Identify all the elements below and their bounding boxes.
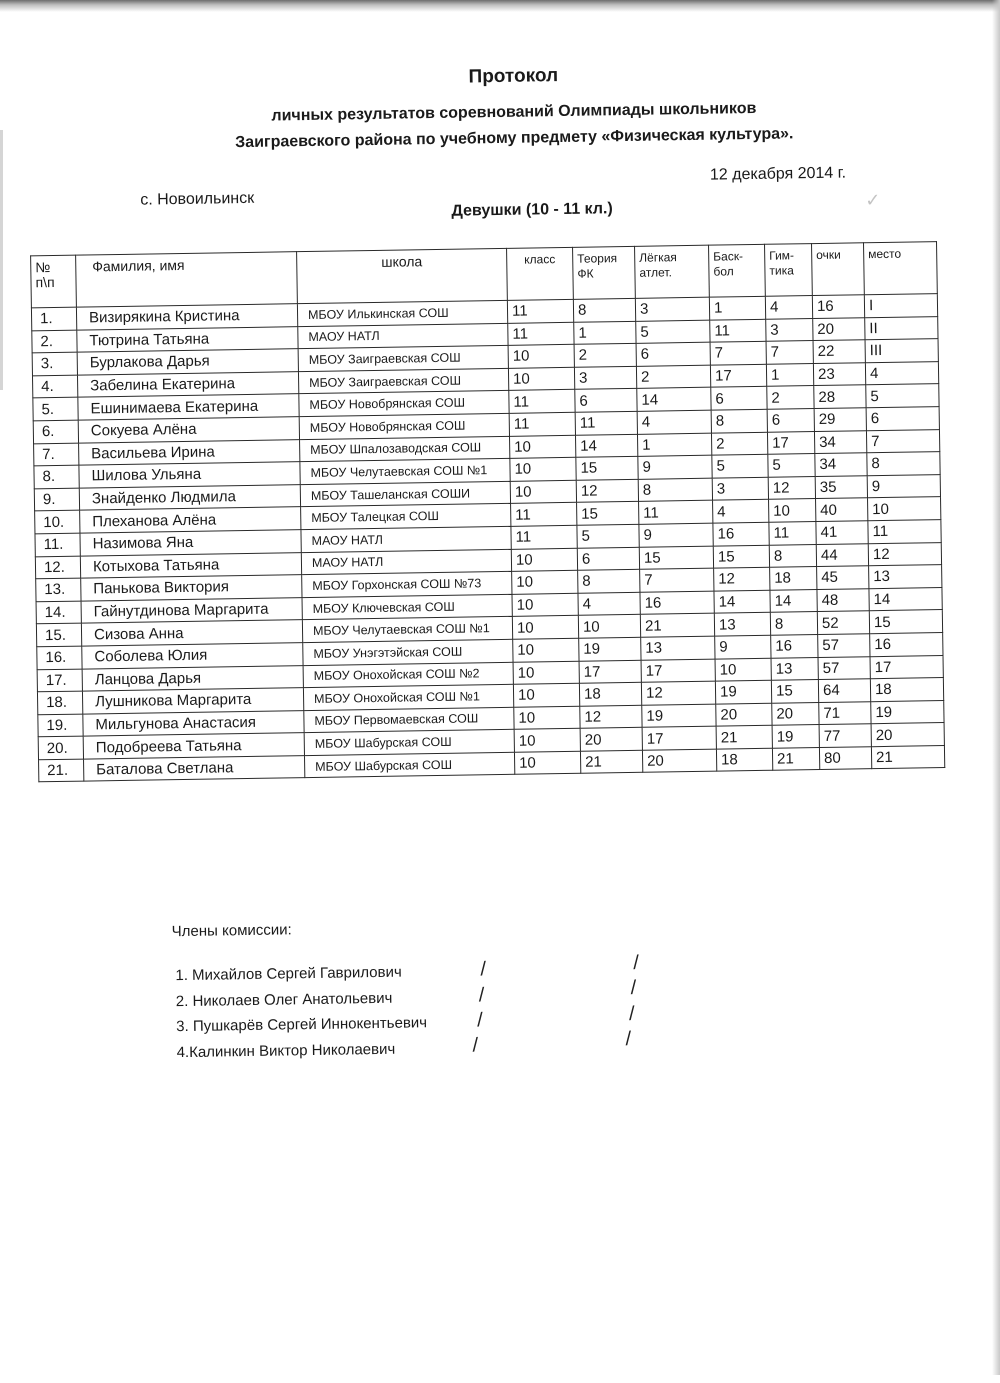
row-number-cell: 11. <box>35 533 80 556</box>
school-cell: МБОУ Онохойская СОШ №2 <box>303 662 513 688</box>
total-points-cell: 23 <box>813 363 865 386</box>
student-name-cell: Сокуева Алёна <box>78 417 299 443</box>
row-number-cell: 21. <box>39 759 84 782</box>
class-cell: 11 <box>509 390 575 414</box>
place-cell: 9 <box>867 474 940 498</box>
row-number-cell: 3. <box>32 352 77 375</box>
column-header-athletics: Лёгкая атлет. <box>635 245 710 298</box>
gymnastics-score-cell: 6 <box>767 409 814 432</box>
place-cell: 10 <box>868 497 941 521</box>
student-name-cell: Ешинимаева Екатерина <box>78 394 299 420</box>
school-cell: МБОУ Горхонская СОШ №73 <box>302 571 512 597</box>
class-cell: 10 <box>513 638 579 662</box>
commission-member: 3. Пушкарёв Сергей Иннокентьевич <box>176 1014 428 1036</box>
total-points-cell: 29 <box>814 408 866 431</box>
location-text: с. Новоильинск <box>140 189 255 209</box>
athletics-score-cell: 17 <box>641 659 715 683</box>
place-cell: 5 <box>866 384 939 408</box>
school-cell: МБОУ Челутаевская СОШ №1 <box>302 617 512 643</box>
theory-score-cell: 8 <box>578 569 640 593</box>
basketball-score-cell: 6 <box>711 387 767 410</box>
basketball-score-cell: 20 <box>716 703 772 726</box>
column-header-basketball: Баск-бол <box>709 244 766 297</box>
row-number-cell: 13. <box>36 578 81 601</box>
athletics-score-cell: 20 <box>642 749 716 773</box>
gymnastics-score-cell: 1 <box>766 363 813 386</box>
row-number-cell: 2. <box>32 330 77 353</box>
school-cell: МБОУ Шабурская СОШ <box>304 752 514 778</box>
athletics-score-cell: 2 <box>636 365 710 389</box>
basketball-score-cell: 13 <box>714 613 770 636</box>
class-cell: 10 <box>508 345 574 369</box>
school-cell: МБОУ Первомаевская СОШ <box>304 707 514 733</box>
total-points-cell: 45 <box>817 566 869 589</box>
basketball-score-cell: 10 <box>715 658 771 681</box>
signature-slash: / <box>630 976 637 1000</box>
column-header-gymnastics: Гим-тика <box>765 244 813 297</box>
school-cell: МБОУ Заиграевская СОШ <box>298 368 508 394</box>
athletics-score-cell: 1 <box>637 433 711 457</box>
athletics-score-cell: 4 <box>637 410 711 434</box>
place-cell: 6 <box>866 407 939 431</box>
place-cell: 8 <box>867 452 940 476</box>
total-points-cell: 40 <box>816 498 868 521</box>
athletics-score-cell: 13 <box>641 636 715 660</box>
school-cell: МБОУ Ключевская СОШ <box>302 594 512 620</box>
place-cell: 21 <box>871 745 944 769</box>
theory-score-cell: 11 <box>575 411 637 435</box>
row-number-cell: 1. <box>31 307 76 330</box>
athletics-score-cell: 9 <box>639 523 713 547</box>
class-cell: 10 <box>512 570 578 594</box>
theory-score-cell: 21 <box>580 750 642 774</box>
gymnastics-score-cell: 19 <box>772 725 819 748</box>
student-name-cell: Мильгунова Анастасия <box>83 710 304 736</box>
student-name-cell: Назимова Яна <box>80 530 301 556</box>
class-cell: 11 <box>507 299 573 323</box>
student-name-cell: Ланцова Дарья <box>82 665 303 691</box>
school-cell: МБОУ Новобрянская СОШ <box>299 391 509 417</box>
place-cell: I <box>864 294 937 318</box>
gymnastics-score-cell: 16 <box>771 634 818 657</box>
commission-member: 2. Николаев Олег Анатольевич <box>175 989 393 1011</box>
student-name-cell: Шилова Ульяна <box>79 462 300 488</box>
athletics-score-cell: 11 <box>639 501 713 525</box>
class-cell: 11 <box>511 503 577 527</box>
signature-slash: / <box>476 1009 483 1032</box>
student-name-cell: Лушникова Маргарита <box>82 688 303 714</box>
athletics-score-cell: 7 <box>640 568 714 592</box>
theory-score-cell: 12 <box>576 479 638 503</box>
theory-score-cell: 2 <box>574 344 636 368</box>
column-header-place: место <box>864 242 938 295</box>
place-cell: 12 <box>868 542 941 566</box>
class-cell: 10 <box>510 480 576 504</box>
student-name-cell: Знайденко Людмила <box>79 484 300 510</box>
theory-score-cell: 3 <box>574 366 636 390</box>
place-cell: II <box>865 316 938 340</box>
document-title: Протокол <box>468 65 559 88</box>
basketball-score-cell: 2 <box>711 432 767 455</box>
basketball-score-cell: 14 <box>714 590 770 613</box>
signature-slash: / <box>625 1028 632 1051</box>
total-points-cell: 80 <box>819 747 871 770</box>
total-points-cell: 20 <box>813 317 865 340</box>
basketball-score-cell: 3 <box>712 477 768 500</box>
total-points-cell: 34 <box>814 430 866 453</box>
athletics-score-cell: 5 <box>636 320 710 344</box>
total-points-cell: 16 <box>812 295 864 318</box>
school-cell: МБОУ Талецкая СОШ <box>301 504 511 530</box>
class-cell: 10 <box>509 435 575 459</box>
column-header-theory: Теория ФК <box>573 246 636 299</box>
basketball-score-cell: 15 <box>713 545 769 568</box>
student-name-cell: Гайнутдинова Маргарита <box>81 597 302 623</box>
student-name-cell: Тютрина Татьяна <box>77 326 298 352</box>
row-number-cell: 12. <box>35 556 80 579</box>
theory-score-cell: 15 <box>576 456 638 480</box>
basketball-score-cell: 21 <box>716 726 772 749</box>
row-number-cell: 7. <box>34 443 79 466</box>
signature-slash: / <box>628 1002 635 1026</box>
school-cell: МБОУ Онохойская СОШ №1 <box>303 684 513 710</box>
school-cell: МАОУ НАТЛ <box>301 549 511 575</box>
student-name-cell: Бурлакова Дарья <box>77 349 298 375</box>
theory-score-cell: 4 <box>578 592 640 616</box>
row-number-cell: 19. <box>38 714 83 737</box>
class-cell: 10 <box>512 616 578 640</box>
class-cell: 10 <box>514 706 580 730</box>
document-subtitle-line2: Заиграевского района по учебному предмету «Физическая культура». <box>235 125 794 152</box>
row-number-cell: 20. <box>38 736 83 759</box>
basketball-score-cell: 17 <box>710 364 766 387</box>
signature-slash: / <box>472 1034 479 1057</box>
row-number-cell: 4. <box>32 375 77 398</box>
class-cell: 10 <box>514 729 580 753</box>
signature-slash: / <box>633 951 640 974</box>
school-cell: МАОУ НАТЛ <box>301 526 511 552</box>
school-cell: МБОУ Унэгэтэйская СОШ <box>303 639 513 665</box>
athletics-score-cell: 8 <box>638 478 712 502</box>
gymnastics-score-cell: 18 <box>770 567 817 590</box>
class-cell: 11 <box>509 412 575 436</box>
class-cell: 10 <box>514 751 580 775</box>
commission-title: Члены комиссии: <box>171 921 292 941</box>
gymnastics-score-cell: 15 <box>771 680 818 703</box>
gymnastics-score-cell: 8 <box>769 544 816 567</box>
row-number-cell: 18. <box>37 691 82 714</box>
place-cell: 17 <box>870 655 943 679</box>
athletics-score-cell: 21 <box>640 613 714 637</box>
gymnastics-score-cell: 7 <box>766 341 813 364</box>
student-name-cell: Баталова Светлана <box>84 755 305 781</box>
gymnastics-score-cell: 5 <box>768 454 815 477</box>
row-number-cell: 8. <box>34 465 79 488</box>
basketball-score-cell: 1 <box>709 296 765 319</box>
gymnastics-score-cell: 3 <box>766 318 813 341</box>
group-heading: Девушки (10 - 11 кл.) <box>451 200 613 220</box>
athletics-score-cell: 12 <box>641 681 715 705</box>
school-cell: МБОУ Челутаевская СОШ №1 <box>300 458 510 484</box>
athletics-score-cell: 14 <box>637 388 711 412</box>
theory-score-cell: 20 <box>580 728 642 752</box>
theory-score-cell: 14 <box>575 434 637 458</box>
column-header-school: школа <box>297 248 508 303</box>
theory-score-cell: 19 <box>579 637 641 661</box>
place-cell: 18 <box>870 678 943 702</box>
theory-score-cell: 1 <box>574 321 636 345</box>
athletics-score-cell: 17 <box>642 726 716 750</box>
place-cell: III <box>865 339 938 363</box>
row-number-cell: 5. <box>33 397 78 420</box>
athletics-score-cell: 3 <box>635 297 709 321</box>
place-cell: 19 <box>871 700 944 724</box>
basketball-score-cell: 4 <box>713 500 769 523</box>
basketball-score-cell: 7 <box>710 341 766 364</box>
total-points-cell: 57 <box>818 634 870 657</box>
commission-member: 1. Михайлов Сергей Гаврилович <box>175 963 402 985</box>
gymnastics-score-cell: 20 <box>772 702 819 725</box>
class-cell: 10 <box>513 683 579 707</box>
row-number-cell: 10. <box>35 510 80 533</box>
athletics-score-cell: 15 <box>639 546 713 570</box>
class-cell: 10 <box>513 661 579 685</box>
row-number-cell: 17. <box>37 669 82 692</box>
row-number-cell: 9. <box>34 488 79 511</box>
gymnastics-score-cell: 13 <box>771 657 818 680</box>
student-name-cell: Подобреева Татьяна <box>83 733 304 759</box>
theory-score-cell: 15 <box>577 502 639 526</box>
athletics-score-cell: 6 <box>636 342 710 366</box>
gymnastics-score-cell: 11 <box>769 521 816 544</box>
school-cell: МБОУ Шабурская СОШ <box>304 730 514 756</box>
gymnastics-score-cell: 14 <box>770 589 817 612</box>
basketball-score-cell: 9 <box>715 635 771 658</box>
gymnastics-score-cell: 8 <box>770 612 817 635</box>
place-cell: 11 <box>868 520 941 544</box>
class-cell: 10 <box>512 593 578 617</box>
row-number-cell: 15. <box>36 623 81 646</box>
student-name-cell: Васильева Ирина <box>79 439 300 465</box>
place-cell: 15 <box>869 610 942 634</box>
class-cell: 10 <box>508 367 574 391</box>
theory-score-cell: 12 <box>580 705 642 729</box>
total-points-cell: 22 <box>813 340 865 363</box>
commission-member: 4.Калинкин Виктор Николаевич <box>176 1040 396 1062</box>
theory-score-cell: 5 <box>577 524 639 548</box>
total-points-cell: 52 <box>817 611 869 634</box>
total-points-cell: 71 <box>819 701 871 724</box>
checkmark-icon: ✓ <box>865 189 881 211</box>
results-table <box>30 241 945 783</box>
place-cell: 7 <box>866 429 939 453</box>
column-header-number: № п\п <box>31 255 77 308</box>
gymnastics-score-cell: 17 <box>767 431 814 454</box>
class-cell: 11 <box>511 525 577 549</box>
athletics-score-cell: 16 <box>640 591 714 615</box>
class-cell: 10 <box>510 457 576 481</box>
student-name-cell: Визирякина Кристина <box>76 304 297 330</box>
total-points-cell: 57 <box>818 656 870 679</box>
student-name-cell: Панькова Виктория <box>81 575 302 601</box>
basketball-score-cell: 12 <box>714 567 770 590</box>
row-number-cell: 14. <box>36 601 81 624</box>
gymnastics-score-cell: 4 <box>765 296 812 319</box>
class-cell: 11 <box>508 322 574 346</box>
student-name-cell: Соболева Юлия <box>82 643 303 669</box>
results-table-body <box>31 294 944 783</box>
student-name-cell: Котыхова Татьяна <box>80 552 301 578</box>
basketball-score-cell: 16 <box>713 522 769 545</box>
gymnastics-score-cell: 12 <box>768 476 815 499</box>
student-name-cell: Плеханова Алёна <box>80 507 301 533</box>
school-cell: МБОУ Заиграевская СОШ <box>298 346 508 372</box>
basketball-score-cell: 19 <box>715 680 771 703</box>
signature-slash: / <box>478 984 485 1007</box>
gymnastics-score-cell: 2 <box>767 386 814 409</box>
total-points-cell: 41 <box>816 521 868 544</box>
theory-score-cell: 8 <box>573 298 635 322</box>
athletics-score-cell: 9 <box>638 455 712 479</box>
school-cell: МАОУ НАТЛ <box>298 323 508 349</box>
school-cell: МБОУ Ташеланская СОШИ <box>300 481 510 507</box>
row-number-cell: 6. <box>33 420 78 443</box>
signature-slash: / <box>480 958 487 981</box>
basketball-score-cell: 11 <box>710 319 766 342</box>
theory-score-cell: 6 <box>577 547 639 571</box>
student-name-cell: Сизова Анна <box>81 620 302 646</box>
total-points-cell: 77 <box>819 724 871 747</box>
place-cell: 13 <box>869 565 942 589</box>
theory-score-cell: 17 <box>579 660 641 684</box>
theory-score-cell: 6 <box>575 389 637 413</box>
basketball-score-cell: 8 <box>711 409 767 432</box>
place-cell: 16 <box>870 632 943 656</box>
column-header-name: Фамилия, имя <box>76 252 298 307</box>
basketball-score-cell: 5 <box>712 454 768 477</box>
total-points-cell: 28 <box>814 385 866 408</box>
place-cell: 14 <box>869 587 942 611</box>
student-name-cell: Забелина Екатерина <box>77 371 298 397</box>
athletics-score-cell: 19 <box>642 704 716 728</box>
place-cell: 4 <box>865 361 938 385</box>
column-header-class: класс <box>507 247 574 300</box>
total-points-cell: 48 <box>817 588 869 611</box>
school-cell: МБОУ Илькинская СОШ <box>297 300 507 326</box>
gymnastics-score-cell: 10 <box>769 499 816 522</box>
school-cell: МБОУ Шпалозаводская СОШ <box>300 436 510 462</box>
class-cell: 10 <box>511 548 577 572</box>
place-cell: 20 <box>871 723 944 747</box>
basketball-score-cell: 18 <box>716 748 772 771</box>
theory-score-cell: 10 <box>578 615 640 639</box>
total-points-cell: 34 <box>815 453 867 476</box>
total-points-cell: 44 <box>816 543 868 566</box>
school-cell: МБОУ Новобрянская СОШ <box>299 413 509 439</box>
gymnastics-score-cell: 21 <box>772 747 819 770</box>
document-subtitle-line1: личных результатов соревнований Олимпиады школьников <box>271 99 757 125</box>
total-points-cell: 64 <box>818 679 870 702</box>
row-number-cell: 16. <box>37 646 82 669</box>
date-text: 12 декабря 2014 г. <box>709 164 847 184</box>
total-points-cell: 35 <box>815 475 867 498</box>
column-header-points: очки <box>812 243 865 296</box>
theory-score-cell: 18 <box>579 682 641 706</box>
